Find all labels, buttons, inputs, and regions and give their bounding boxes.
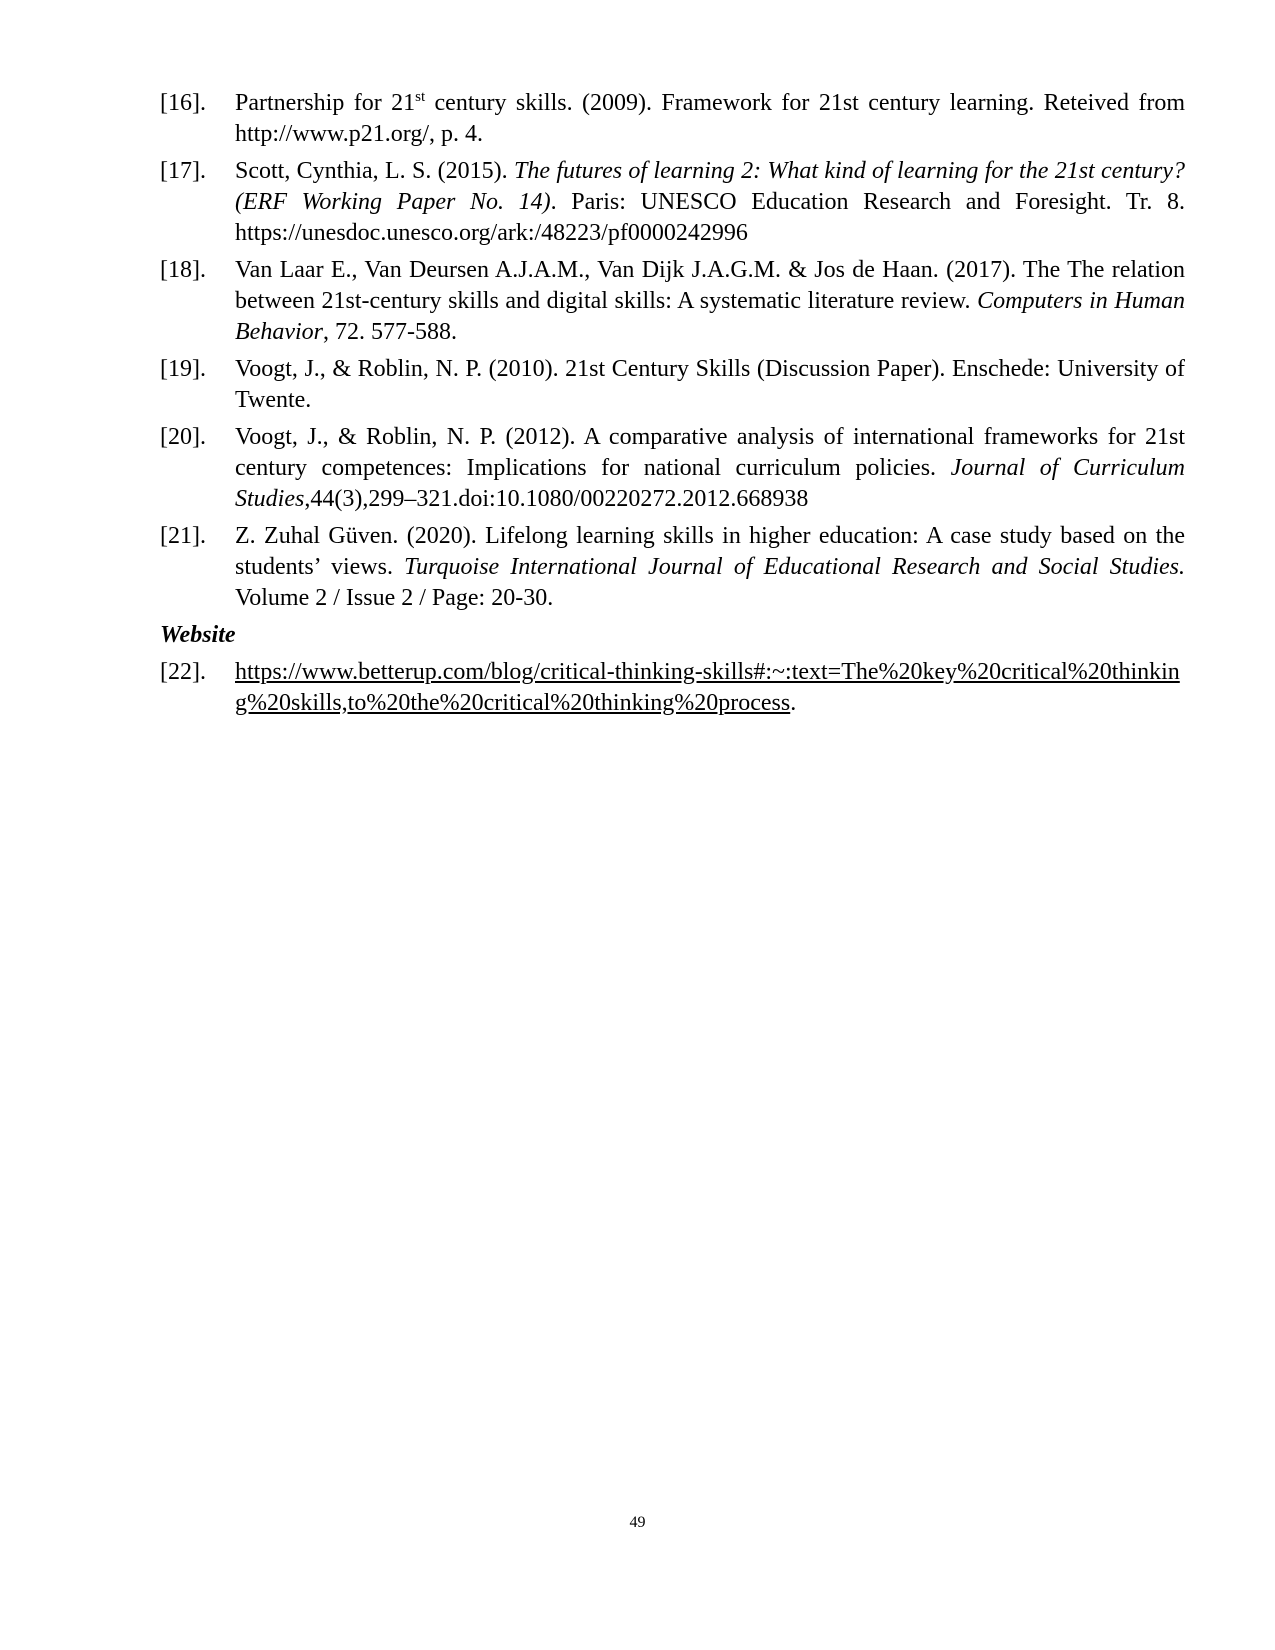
reference-number: [20]. (160, 424, 206, 450)
reference-entry-22 (160, 657, 1185, 719)
reference-list (160, 88, 1185, 725)
reference-text-segment: Volume 2 / Issue 2 / Page: 20-30. (235, 585, 554, 611)
reference-entry (160, 422, 1185, 515)
reference-number: [21]. (160, 523, 206, 549)
reference-text (235, 255, 1185, 348)
page-number: 49 (629, 1514, 646, 1531)
reference-text-segment: Voogt, J., & Roblin, N. P. (2012). A comparative analysis of international frameworks for 21st century competences: Implications for national curriculum policies. (235, 424, 1185, 481)
reference-number: [18]. (160, 257, 206, 283)
reference-number: [22]. (160, 659, 206, 685)
website-link[interactable]: https://www.betterup.com/blog/critical-thinking-skills#:~:text=The%20key%20critical%20thinking%20skills,to%20the%20critical%20thinking%20process (235, 659, 1180, 716)
superscript-text: st (415, 89, 426, 105)
reference-text-segment: Z. Zuhal Güven. (2020). Lifelong learning skills in higher education: A case study based on the students’ views. (235, 523, 1185, 580)
reference-entry (160, 354, 1185, 416)
reference-entry (160, 521, 1185, 614)
reference-title-italic: Journal of Curriculum Studies (235, 455, 1185, 512)
reference-text-segment: century skills. (2009). Framework for 21st century learning. Reteived from http://www.p21.org/, p. 4. (235, 90, 1185, 147)
reference-title-italic: Turquoise International Journal of Educational Research and Social Studies. (404, 554, 1186, 580)
reference-number: [16]. (160, 90, 206, 116)
reference-title-italic: Computers in Human Behavior (235, 288, 1186, 345)
website-heading: Website (160, 622, 236, 648)
reference-title-italic: The futures of learning 2: What kind of learning for the 21st century? (ERF Working Paper No. 14) (235, 158, 1185, 215)
reference-text (235, 88, 1185, 150)
reference-text-segment: Van Laar E., Van Deursen A.J.A.M., Van Dijk J.A.G.M. & Jos de Haan. (2017). The The relation between 21st-century skills and digital skills: A systematic literature review. (235, 257, 1185, 314)
reference-text-segment: Scott, Cynthia, L. S. (2015). (235, 158, 514, 184)
reference-text (235, 657, 1185, 719)
reference-text (235, 354, 1185, 416)
reference-text-segment: . Paris: UNESCO Education Research and Foresight. Tr. 8. https://unesdoc.unesco.org/ark:/48223/pf0000242996 (235, 189, 1185, 246)
reference-entry (160, 255, 1185, 348)
references-block (160, 88, 1185, 614)
reference-text (235, 156, 1185, 249)
reference-text-segment: , 72. 577-588. (322, 319, 457, 345)
reference-text-segment: ,44(3),299–321.doi:10.1080/00220272.2012.668938 (304, 486, 809, 512)
reference-number: [17]. (160, 158, 206, 184)
reference-text-segment: Voogt, J., & Roblin, N. P. (2010). 21st Century Skills (Discussion Paper). Enschede: University of Twente. (235, 356, 1185, 413)
reference-entry (160, 156, 1185, 249)
reference-number: [19]. (160, 356, 206, 382)
reference-text (235, 422, 1185, 515)
reference-trailing-punctuation: . (790, 690, 797, 716)
reference-entry (160, 88, 1185, 150)
reference-text (235, 521, 1185, 614)
reference-text-segment: Partnership for 21 (235, 90, 416, 116)
